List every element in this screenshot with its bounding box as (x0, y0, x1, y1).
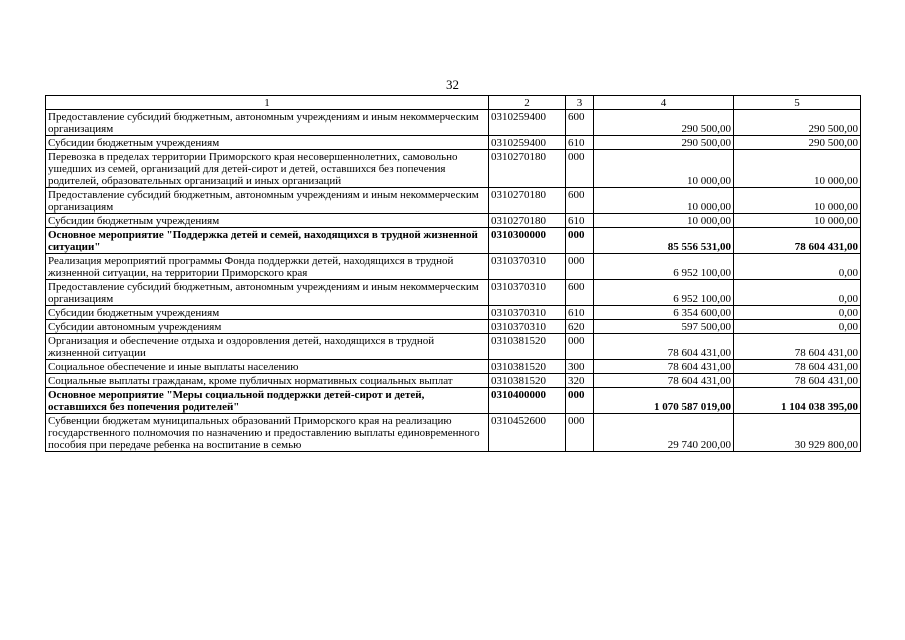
row-name-cell: Основное мероприятие "Меры социальной поддержки детей-сирот и детей, оставшихся без попечения родителей" (46, 388, 489, 414)
row-code-cell: 0310452600 (489, 414, 566, 452)
row-value-col5-cell: 10 000,00 (734, 214, 861, 228)
table-row (46, 388, 861, 414)
row-name-cell: Перевозка в пределах территории Приморского края несовершеннолетних, самовольно ушедших из семей, организаций для детей-сирот и детей, оставшихся без попечения родителей, образовательных организаций и иных организаций (46, 150, 489, 188)
row-code-cell: 0310300000 (489, 228, 566, 254)
table-row (46, 188, 861, 214)
row-name-cell: Субсидии бюджетным учреждениям (46, 306, 489, 320)
row-value-col4-cell: 10 000,00 (594, 188, 734, 214)
row-code-cell: 0310381520 (489, 334, 566, 360)
row-type-cell: 000 (566, 254, 594, 280)
table-row (46, 228, 861, 254)
row-code-cell: 0310259400 (489, 110, 566, 136)
row-type-cell: 000 (566, 388, 594, 414)
row-code-cell: 0310259400 (489, 136, 566, 150)
row-type-cell: 600 (566, 110, 594, 136)
row-value-col4-cell: 597 500,00 (594, 320, 734, 334)
row-type-cell: 000 (566, 334, 594, 360)
row-code-cell: 0310370310 (489, 320, 566, 334)
row-type-cell: 600 (566, 280, 594, 306)
row-code-cell: 0310381520 (489, 360, 566, 374)
row-name-cell: Субсидии автономным учреждениям (46, 320, 489, 334)
row-value-col4-cell: 10 000,00 (594, 150, 734, 188)
row-type-cell: 620 (566, 320, 594, 334)
row-value-col4-cell: 6 354 600,00 (594, 306, 734, 320)
table-row (46, 150, 861, 188)
table-row (46, 414, 861, 452)
row-value-col4-cell: 29 740 200,00 (594, 414, 734, 452)
row-value-col5-cell: 1 104 038 395,00 (734, 388, 861, 414)
row-value-col5-cell: 290 500,00 (734, 136, 861, 150)
table-row (46, 320, 861, 334)
page-number: 32 (446, 77, 459, 92)
row-value-col5-cell: 0,00 (734, 254, 861, 280)
row-code-cell: 0310270180 (489, 188, 566, 214)
row-value-col4-cell: 6 952 100,00 (594, 254, 734, 280)
row-name-cell: Субсидии бюджетным учреждениям (46, 136, 489, 150)
row-code-cell: 0310270180 (489, 214, 566, 228)
header-col-3: 3 (566, 96, 594, 110)
row-name-cell: Организация и обеспечение отдыха и оздоровления детей, находящихся в трудной жизненной ситуации (46, 334, 489, 360)
row-type-cell: 320 (566, 374, 594, 388)
header-col-2: 2 (489, 96, 566, 110)
row-type-cell: 300 (566, 360, 594, 374)
row-value-col5-cell: 0,00 (734, 320, 861, 334)
row-value-col5-cell: 290 500,00 (734, 110, 861, 136)
table-row (46, 374, 861, 388)
table-row (46, 280, 861, 306)
row-value-col4-cell: 1 070 587 019,00 (594, 388, 734, 414)
row-code-cell: 0310400000 (489, 388, 566, 414)
row-value-col5-cell: 78 604 431,00 (734, 228, 861, 254)
row-type-cell: 000 (566, 150, 594, 188)
row-value-col4-cell: 290 500,00 (594, 136, 734, 150)
row-name-cell: Реализация мероприятий программы Фонда поддержки детей, находящихся в трудной жизненной ситуации, на территории Приморского края (46, 254, 489, 280)
row-code-cell: 0310270180 (489, 150, 566, 188)
row-value-col5-cell: 10 000,00 (734, 150, 861, 188)
budget-table (45, 95, 861, 452)
row-value-col5-cell: 78 604 431,00 (734, 374, 861, 388)
row-value-col4-cell: 10 000,00 (594, 214, 734, 228)
row-value-col5-cell: 0,00 (734, 306, 861, 320)
row-code-cell: 0310370310 (489, 280, 566, 306)
row-value-col4-cell: 290 500,00 (594, 110, 734, 136)
table-row (46, 254, 861, 280)
table-row (46, 110, 861, 136)
row-value-col4-cell: 85 556 531,00 (594, 228, 734, 254)
header-col-5: 5 (734, 96, 861, 110)
row-value-col5-cell: 10 000,00 (734, 188, 861, 214)
row-value-col5-cell: 78 604 431,00 (734, 360, 861, 374)
header-col-1: 1 (46, 96, 489, 110)
row-type-cell: 610 (566, 136, 594, 150)
table-body (46, 110, 861, 452)
row-value-col4-cell: 78 604 431,00 (594, 374, 734, 388)
row-value-col5-cell: 0,00 (734, 280, 861, 306)
row-name-cell: Субсидии бюджетным учреждениям (46, 214, 489, 228)
table-header-row (46, 96, 861, 110)
table-row (46, 136, 861, 150)
row-name-cell: Основное мероприятие "Поддержка детей и семей, находящихся в трудной жизненной ситуации" (46, 228, 489, 254)
row-code-cell: 0310381520 (489, 374, 566, 388)
row-value-col4-cell: 78 604 431,00 (594, 334, 734, 360)
header-col-4: 4 (594, 96, 734, 110)
row-value-col5-cell: 78 604 431,00 (734, 334, 861, 360)
table-row (46, 360, 861, 374)
table-row (46, 334, 861, 360)
table-row (46, 214, 861, 228)
row-name-cell: Предоставление субсидий бюджетным, автономным учреждениям и иным некоммерческим организациям (46, 280, 489, 306)
row-type-cell: 000 (566, 414, 594, 452)
row-value-col5-cell: 30 929 800,00 (734, 414, 861, 452)
row-name-cell: Социальные выплаты гражданам, кроме публичных нормативных социальных выплат (46, 374, 489, 388)
row-code-cell: 0310370310 (489, 306, 566, 320)
row-type-cell: 610 (566, 306, 594, 320)
row-name-cell: Предоставление субсидий бюджетным, автономным учреждениям и иным некоммерческим организациям (46, 188, 489, 214)
row-name-cell: Социальное обеспечение и иные выплаты населению (46, 360, 489, 374)
table-row (46, 306, 861, 320)
row-value-col4-cell: 78 604 431,00 (594, 360, 734, 374)
row-name-cell: Предоставление субсидий бюджетным, автономным учреждениям и иным некоммерческим организациям (46, 110, 489, 136)
row-type-cell: 610 (566, 214, 594, 228)
row-name-cell: Субвенции бюджетам муниципальных образований Приморского края на реализацию государственного полномочия по назначению и предоставлению выплаты единовременного пособия при передаче ребенка на воспитание в семью (46, 414, 489, 452)
row-code-cell: 0310370310 (489, 254, 566, 280)
row-value-col4-cell: 6 952 100,00 (594, 280, 734, 306)
row-type-cell: 600 (566, 188, 594, 214)
row-type-cell: 000 (566, 228, 594, 254)
